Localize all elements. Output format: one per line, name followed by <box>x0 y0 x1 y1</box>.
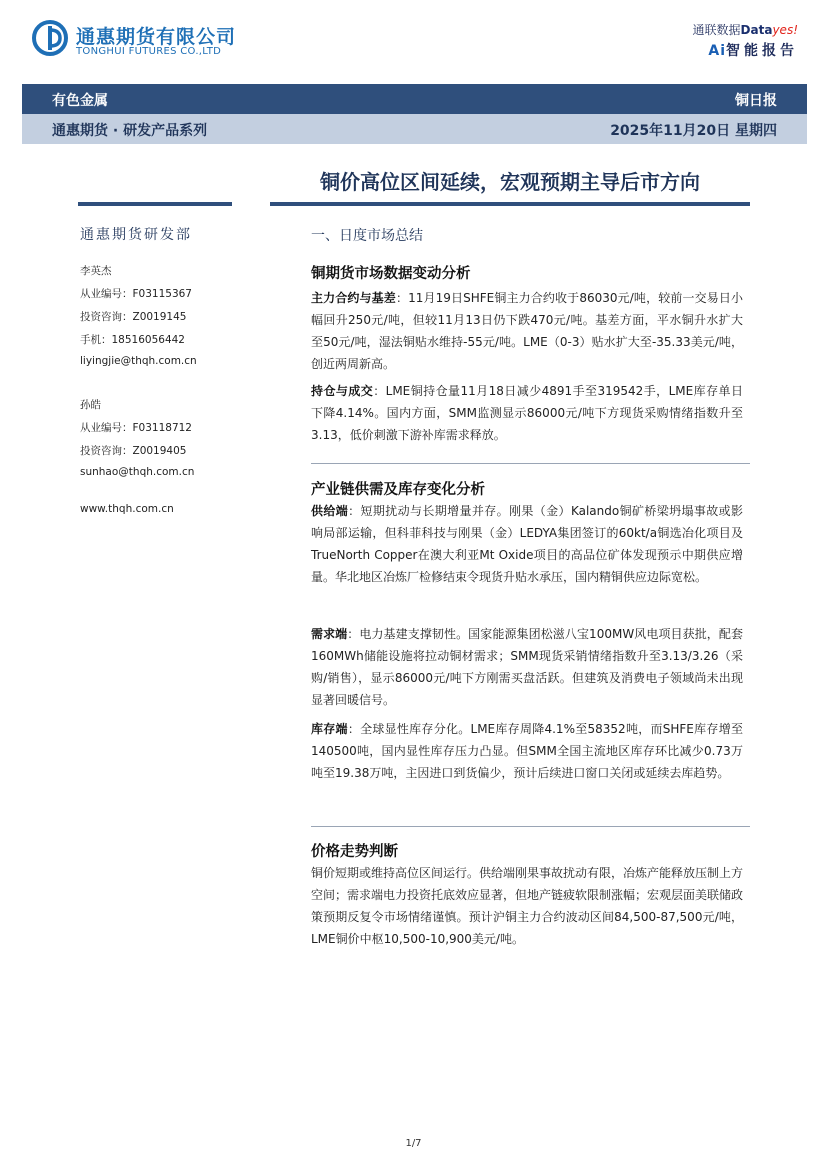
para-label: 供给端 <box>311 504 349 518</box>
report-date: 2025年11月20日 星期四 <box>610 123 777 139</box>
para-text: ：全球显性库存分化。LME库存周降4.1%至58352吨，而SHFE库存增至140500吨，国内显性库存压力凸显。但SMM全国主流地区库存环比减少0.73万吨至19.38万吨，主因进口到货偏少，预计后续进口窗口关闭或延续去库趋势。 <box>311 722 743 780</box>
company-logo-icon <box>32 20 68 56</box>
brand-data: Data <box>740 23 773 37</box>
report-title: 铜价高位区间延续，宏观预期主导后市方向 <box>320 170 700 194</box>
analyst-advisory: 投资咨询：Z0019145 <box>80 311 187 323</box>
heading-price-outlook: 价格走势判断 <box>311 844 398 860</box>
category-label: 有色金属 <box>52 93 108 109</box>
para-price-outlook: 铜价短期或维持高位区间运行。供给端刚果事故扰动有限，冶炼产能释放压制上方空间；需求端电力投资托底效应显著，但地产链疲软限制涨幅；宏观层面美联储政策预期反复令市场情绪谨慎。预计沪铜主力合约波动区间84,500-87,500元/吨，LME铜价中枢10,500-10,900美元/吨。 <box>311 866 744 946</box>
para-main-contract <box>311 287 743 375</box>
brand-ai: Ai <box>708 43 726 59</box>
series-label: 通惠期货 · 研发产品系列 <box>52 123 208 139</box>
report-type-label: 铜日报 <box>735 93 777 109</box>
para-label: 持仓与成交 <box>311 384 374 398</box>
content-top-rule <box>270 202 750 206</box>
website-link[interactable]: www.thqh.com.cn <box>80 503 174 515</box>
para-text: ：LME铜持仓量11月18日减少4891手至319542手，LME库存单日下降4.14%。国内方面，SMM监测显示86000元/吨下方现货采购情绪指数升至3.13，低价刺激下游补库需求释放。 <box>311 384 743 442</box>
analyst-license: 从业编号：F03115367 <box>80 288 192 300</box>
analyst-email[interactable]: liyingjie@thqh.com.cn <box>80 355 197 367</box>
sidebar-top-rule <box>78 202 232 206</box>
analyst-email[interactable]: sunhao@thqh.com.cn <box>80 466 195 478</box>
para-text: ：电力基建支撑韧性。国家能源集团松滋八宝100MW风电项目获批，配套160MWh储能设施将拉动铜材需求；SMM现货采销情绪指数升至3.13/3.26（采购/销售），显示86000元/吨下方刚需买盘活跃。但建筑及消费电子领域尚未出现显著回暖信号。 <box>311 627 743 707</box>
para-label: 需求端 <box>311 627 348 641</box>
para-text: ：11月19日SHFE铜主力合约收于86030元/吨，较前一交易日小幅回升250元/吨，但较11月13日仍下跌470元/吨。基差方面，平水铜升水扩大至50元/吨，湿法铜贴水维持-55元/吨。LME（0-3）贴水扩大至-35.33美元/吨，创近两周新高。 <box>311 291 743 371</box>
brand-report: 智能报告 <box>726 43 798 59</box>
para-label: 库存端 <box>311 722 348 736</box>
para-label: 主力合约与基差 <box>311 291 396 305</box>
analyst-license: 从业编号：F03118712 <box>80 422 192 434</box>
heading-supply-demand: 产业链供需及库存变化分析 <box>311 482 485 498</box>
analyst-advisory: 投资咨询：Z0019405 <box>80 445 187 457</box>
divider <box>311 826 750 827</box>
research-dept: 通惠期货研发部 <box>80 227 192 243</box>
divider <box>311 463 750 464</box>
company-name-cn: 通惠期货有限公司 <box>76 26 237 48</box>
datayes-brand <box>693 21 798 38</box>
analyst-name: 孙皓 <box>80 399 101 411</box>
para-position <box>311 380 743 446</box>
para-inventory <box>311 718 743 784</box>
heading-futures-data: 铜期货市场数据变动分析 <box>311 266 471 282</box>
category-band <box>22 84 807 114</box>
section-title: 一、日度市场总结 <box>311 228 423 244</box>
para-text: ：短期扰动与长期增量并存。刚果（金）Kalando铜矿桥梁坍塌事故或影响局部运输，但科菲科技与刚果（金）LEDYA集团签订的60kt/a铜选冶化项目及TrueNorth Copper在澳大利亚Mt Oxide项目的高品位矿体发现预示中期供应增量。华北地区冶炼厂检修结束令现货升贴水承压，国内精铜供应边际宽松。 <box>311 504 743 584</box>
brand-yes: yes! <box>772 23 798 37</box>
para-demand <box>311 623 743 711</box>
ai-report-brand <box>708 40 798 60</box>
analyst-phone: 手机：18516056442 <box>80 334 185 346</box>
brand-prefix: 通联数据 <box>692 23 741 37</box>
para-supply <box>311 500 743 588</box>
analyst-name: 李英杰 <box>80 265 112 277</box>
page-number: 1/7 <box>405 1138 422 1149</box>
company-name-en: TONGHUI FUTURES CO.,LTD <box>76 46 222 57</box>
